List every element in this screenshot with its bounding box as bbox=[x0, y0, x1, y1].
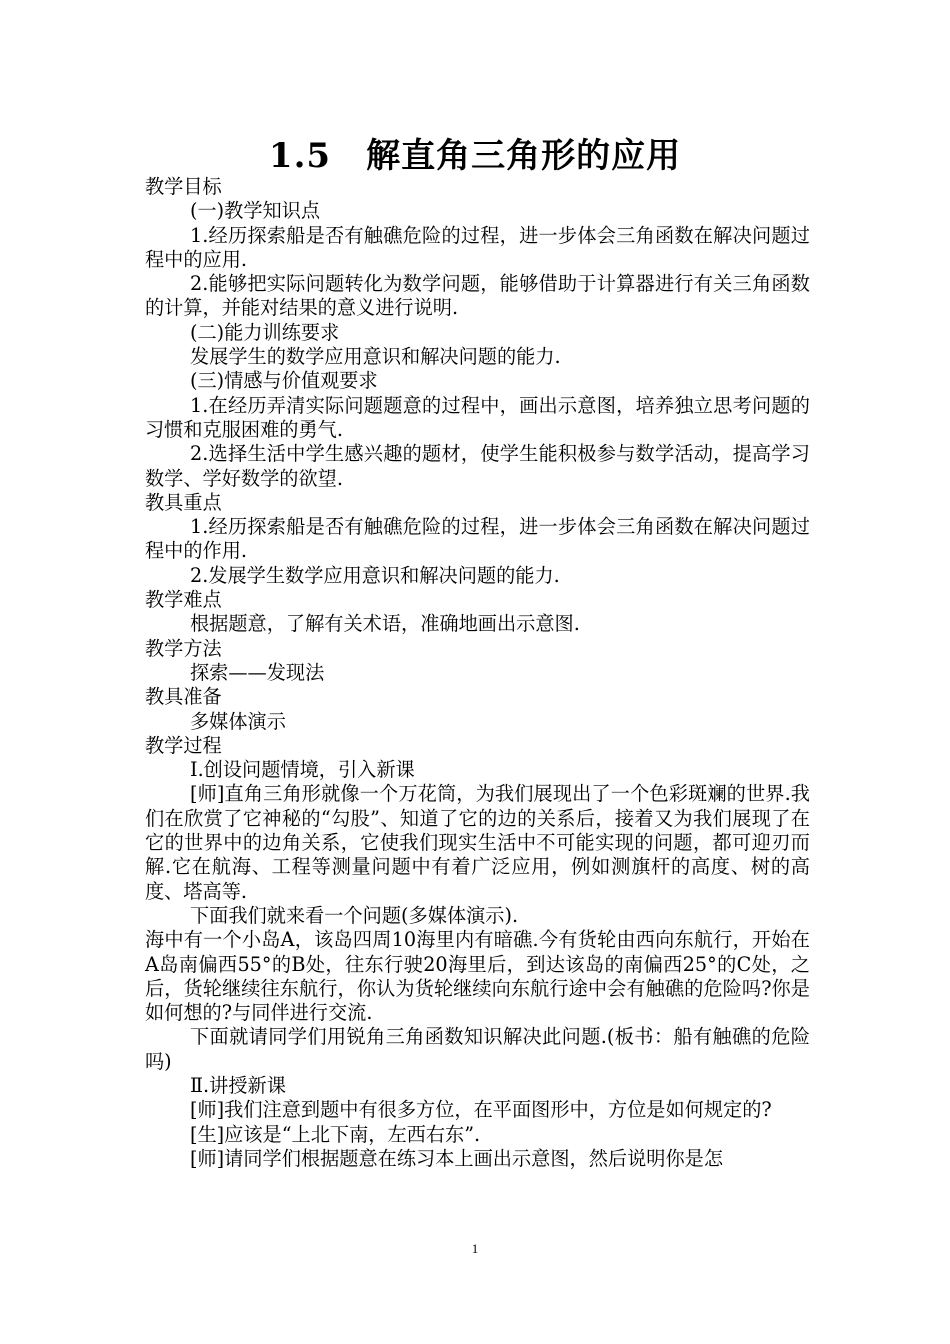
paragraph: 根据题意，了解有关术语，准确地画出示意图. bbox=[190, 612, 580, 636]
paragraph: 2.能够把实际问题转化为数学问题，能够借助于计算器进行有关三角函数的计算，并能对结果的意义进行说明. bbox=[145, 272, 810, 320]
page-title: 1.5 解直角三角形的应用 bbox=[268, 136, 682, 176]
paragraph: 1.经历探索船是否有触礁危险的过程，进一步体会三角函数在解决问题过程中的作用. bbox=[145, 515, 810, 563]
paragraph: 多媒体演示 bbox=[190, 709, 286, 733]
paragraph: (三)情感与价值观要求 bbox=[190, 369, 378, 393]
section-heading: 教学方法 bbox=[145, 636, 222, 660]
page-number: 1 bbox=[471, 1241, 479, 1256]
paragraph: [师]请同学们根据题意在练习本上画出示意图，然后说明你是怎 bbox=[190, 1146, 724, 1170]
paragraph: [生]应该是“上北下南，左西右东”. bbox=[190, 1122, 481, 1146]
section-heading: 教学过程 bbox=[145, 733, 222, 757]
section-heading: 教具重点 bbox=[145, 490, 222, 514]
paragraph: [师]直角三角形就像一个万花筒，为我们展现出了一个色彩斑斓的世界.我们在欣赏了它神秘的“勾股”、知道了它的边的关系后，接着又为我们展现了在它的世界中的边角关系，它使我们现实生活中不可能实现的问题，都可迎刃而解.它在航海、工程等测量问题中有着广泛应用，例如测旗杆的高度、树的高度、塔高等. bbox=[145, 782, 810, 903]
paragraph: 探索——发现法 bbox=[190, 660, 325, 684]
paragraph: 1.在经历弄清实际问题题意的过程中，画出示意图，培养独立思考问题的习惯和克服困难的勇气. bbox=[145, 393, 810, 441]
body-text bbox=[145, 175, 810, 1171]
paragraph: 2.发展学生数学应用意识和解决问题的能力. bbox=[190, 563, 560, 587]
paragraph: Ⅰ.创设问题情境，引入新课 bbox=[190, 758, 415, 782]
paragraph: 海中有一个小岛A，该岛四周10海里内有暗礁.今有货轮由西向东航行，开始在A岛南偏西55°的B处，往东行驶20海里后，到达该岛的南偏西25°的C处，之后，货轮继续往东航行，你认为货轮继续向东航行途中会有触礁的危险吗?你是如何想的?与同伴进行交流. bbox=[145, 928, 810, 1025]
section-heading: 教具准备 bbox=[145, 685, 222, 709]
paragraph: 下面我们就来看一个问题(多媒体演示). bbox=[190, 903, 519, 927]
paragraph: [师]我们注意到题中有很多方位，在平面图形中，方位是如何规定的? bbox=[190, 1098, 772, 1122]
section-heading: 教学难点 bbox=[145, 588, 222, 612]
paragraph: (二)能力训练要求 bbox=[190, 320, 340, 344]
paragraph: Ⅱ.讲授新课 bbox=[190, 1073, 286, 1097]
paragraph: (一)教学知识点 bbox=[190, 199, 321, 223]
paragraph: 1.经历探索船是否有触礁危险的过程，进一步体会三角函数在解决问题过程中的应用. bbox=[145, 223, 810, 271]
section-heading: 教学目标 bbox=[145, 175, 222, 198]
paragraph: 发展学生的数学应用意识和解决问题的能力. bbox=[190, 345, 561, 369]
paragraph: 2.选择生活中学生感兴趣的题材，使学生能积极参与数学活动，提高学习数学、学好数学的欲望. bbox=[145, 442, 810, 490]
paragraph: 下面就请同学们用锐角三角函数知识解决此问题.(板书：船有触礁的危险吗) bbox=[145, 1025, 810, 1073]
